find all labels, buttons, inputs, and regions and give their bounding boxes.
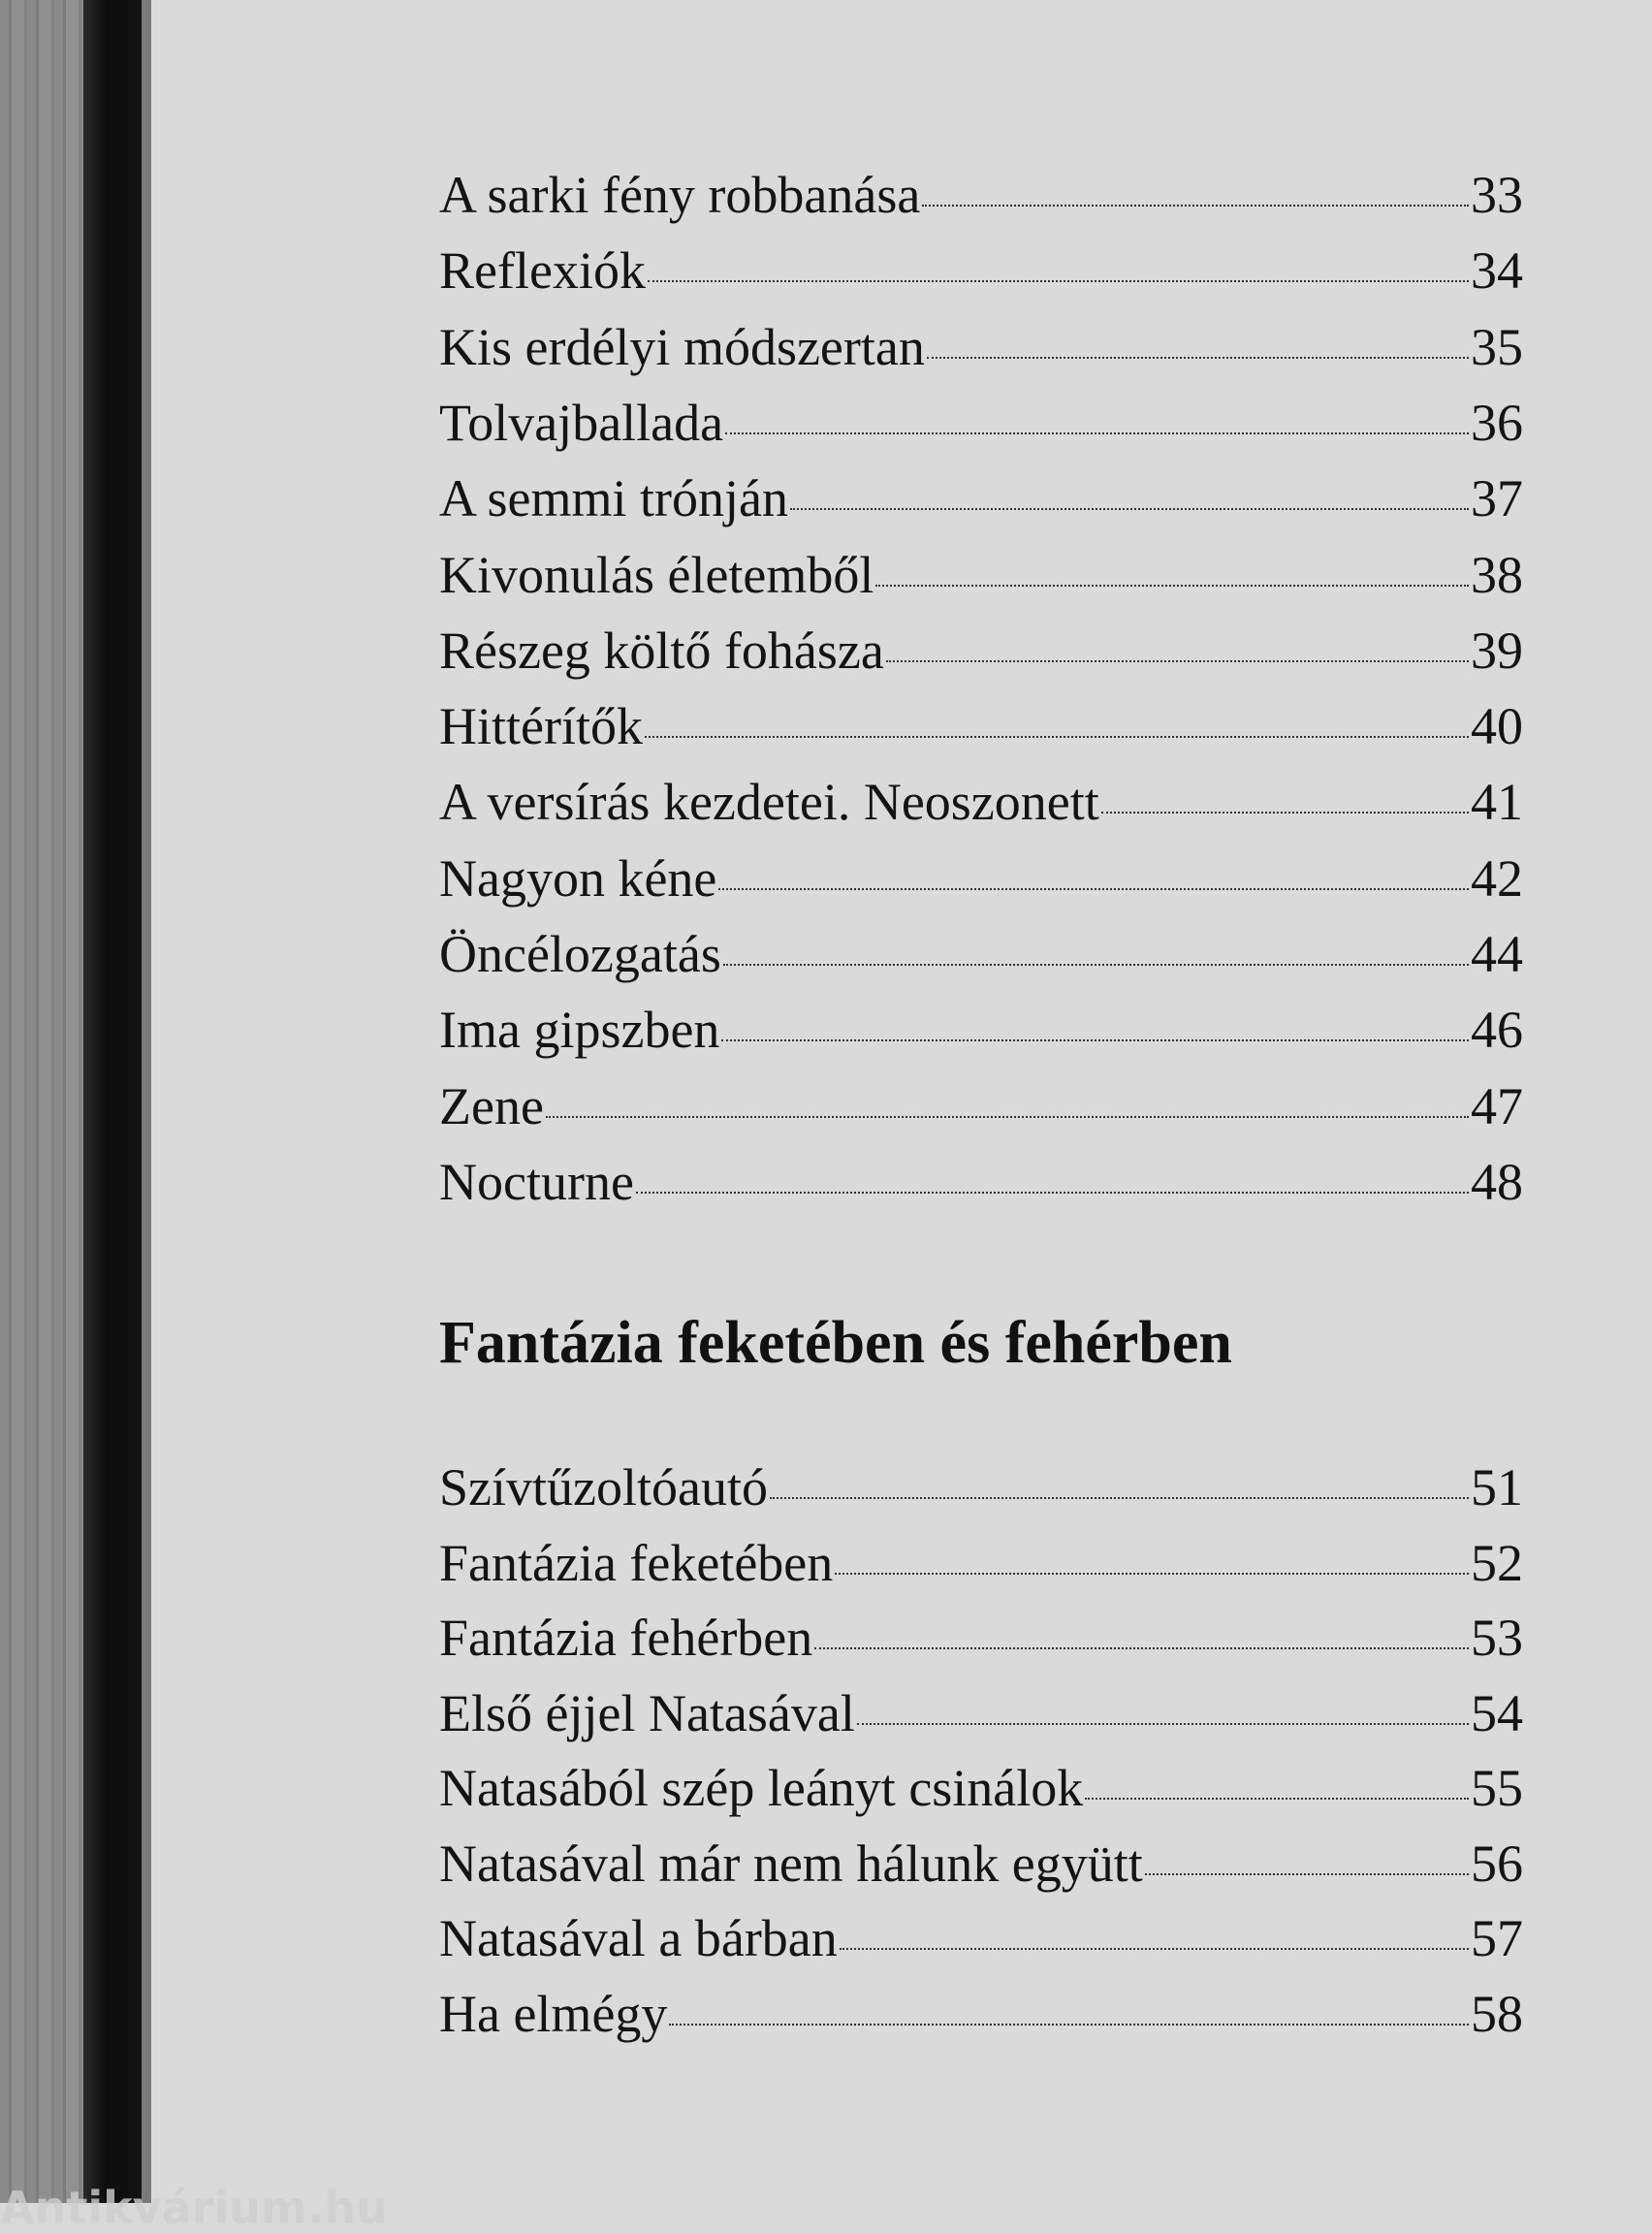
dot-leader	[645, 736, 1469, 738]
toc-entry-page: 54	[1471, 1683, 1523, 1742]
toc-entry	[439, 1683, 1523, 1759]
dot-leader	[721, 1039, 1469, 1041]
toc-entry	[439, 1908, 1523, 1984]
toc-entry	[439, 393, 1523, 468]
toc-entry	[439, 1758, 1523, 1834]
dot-leader	[790, 508, 1469, 510]
toc-entry-title: Natasából szép leányt csinálok	[439, 1759, 1084, 1817]
toc-entry-title: Natasával a bárban	[439, 1909, 838, 1967]
toc-entry-title: Ha elmégy	[439, 1984, 668, 2043]
toc-entry-page: 42	[1471, 848, 1523, 908]
toc-entry-page: 44	[1471, 925, 1523, 983]
toc-entry	[439, 468, 1523, 544]
wooden-surface	[0, 0, 83, 2203]
toc-entry-page: 33	[1471, 166, 1523, 224]
toc-entry	[439, 1000, 1523, 1075]
toc-entry-title: A sarki fény robbanása	[439, 166, 921, 224]
toc-entry-title: Öncélozgatás	[439, 925, 721, 983]
toc-entry-title: A versírás kezdetei. Neoszonett	[439, 773, 1099, 832]
toc-entry-title: Szívtűzoltóautó	[439, 1458, 768, 1516]
toc-entry	[439, 1152, 1523, 1228]
toc-entry	[439, 924, 1523, 1000]
toc-entry-page: 41	[1471, 773, 1523, 832]
dot-leader	[1145, 1873, 1469, 1875]
toc-entry-title: Kivonulás életemből	[439, 545, 874, 604]
page-edge	[142, 0, 151, 2203]
toc-entry-title: Hittérítők	[439, 697, 643, 756]
toc-entry	[439, 772, 1523, 847]
dot-leader	[636, 1192, 1469, 1194]
toc-entry	[439, 240, 1523, 316]
toc-entry	[439, 1834, 1523, 1909]
dot-leader	[718, 888, 1469, 890]
toc-entry-title: Nocturne	[439, 1152, 634, 1211]
toc-entry	[439, 317, 1523, 393]
toc-entry-page: 46	[1471, 1001, 1523, 1060]
toc-entry-title: Részeg költő fohásza	[439, 621, 884, 680]
toc-entry-title: Kis erdélyi módszertan	[439, 317, 925, 376]
dot-leader	[927, 357, 1469, 359]
toc-entry-page: 52	[1471, 1533, 1523, 1592]
dot-leader	[723, 964, 1469, 966]
toc-entry-page: 55	[1471, 1759, 1523, 1817]
dot-leader	[857, 1723, 1469, 1725]
toc-entry	[439, 1457, 1523, 1533]
toc-entry-page: 56	[1471, 1834, 1523, 1893]
dot-leader	[725, 432, 1469, 434]
toc-entry-title: Ima gipszben	[439, 1001, 720, 1060]
toc-entry	[439, 545, 1523, 621]
toc-entry-page: 58	[1471, 1984, 1523, 2043]
toc-entry-page: 36	[1471, 393, 1523, 452]
toc-entry-page: 39	[1471, 621, 1523, 680]
toc-entry-page: 48	[1471, 1152, 1523, 1211]
toc-entry	[439, 848, 1523, 924]
book-spine	[83, 0, 142, 2203]
watermark: Antikvárium.hu	[0, 2182, 388, 2234]
toc-entry-page: 34	[1471, 241, 1523, 301]
toc-entry-page: 37	[1471, 469, 1523, 528]
toc-entry	[439, 621, 1523, 696]
toc-entry-page: 51	[1471, 1458, 1523, 1516]
toc-entry	[439, 165, 1523, 240]
dot-leader	[814, 1647, 1469, 1649]
dot-leader	[546, 1116, 1469, 1118]
dot-leader	[922, 205, 1469, 207]
toc-entry-title: Natasával már nem hálunk együtt	[439, 1834, 1143, 1893]
toc-entry-title: A semmi trónján	[439, 469, 788, 528]
toc-entry-page: 40	[1471, 697, 1523, 756]
toc-entry-title: Fantázia fehérben	[439, 1609, 813, 1667]
toc-entry	[439, 1984, 1523, 2059]
toc-entry-title: Nagyon kéne	[439, 848, 717, 908]
toc-entry-page: 53	[1471, 1609, 1523, 1667]
dot-leader	[669, 2024, 1469, 2026]
toc-entry-page: 47	[1471, 1076, 1523, 1135]
toc-entry-title: Első éjjel Natasával	[439, 1683, 855, 1742]
toc-entry-page: 57	[1471, 1909, 1523, 1967]
dot-leader	[648, 280, 1469, 282]
toc-entry-title: Tolvajballada	[439, 393, 724, 452]
toc-entry-page: 38	[1471, 545, 1523, 604]
dot-leader	[1085, 1798, 1469, 1800]
toc-entry-title: Reflexiók	[439, 241, 646, 301]
toc-entry	[439, 696, 1523, 772]
toc-entry-title: Fantázia feketében	[439, 1533, 834, 1592]
dot-leader	[770, 1497, 1469, 1499]
section-heading: Fantázia feketében és fehérben	[439, 1310, 1232, 1376]
toc-entry-page: 35	[1471, 317, 1523, 376]
toc-entry-title: Zene	[439, 1076, 544, 1135]
toc-entry	[439, 1533, 1523, 1609]
dot-leader	[835, 1573, 1469, 1575]
dot-leader	[1101, 812, 1469, 814]
dot-leader	[875, 585, 1469, 587]
dot-leader	[840, 1948, 1469, 1950]
dot-leader	[886, 660, 1469, 662]
toc-entry	[439, 1608, 1523, 1683]
toc-entry	[439, 1076, 1523, 1152]
